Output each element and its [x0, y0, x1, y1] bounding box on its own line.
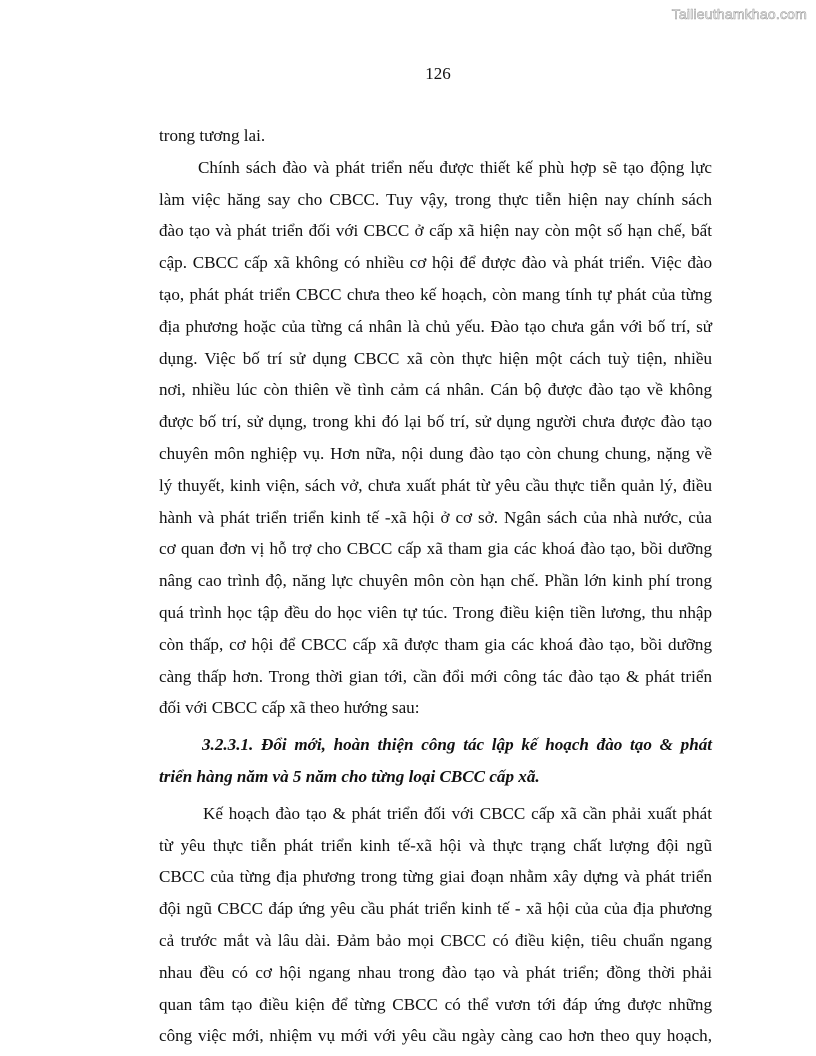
paragraph-training-policy	[159, 152, 712, 724]
text-line: tạo, phát phát triển CBCC chưa theo kế hoạch, còn mang tính tự phát của từng	[159, 284, 712, 304]
text-line: Kế hoạch đào tạo & phát triển đối với CBCC cấp xã cần phải xuất phát	[203, 803, 712, 823]
text-line: Chính sách đào và phát triển nếu được thiết kế phù hợp sẽ tạo động lực	[198, 157, 712, 177]
document-body	[159, 120, 712, 1052]
text-line: CBCC của từng địa phương trong từng giai đoạn nhằm xây dựng và phát triển	[159, 867, 712, 887]
page-number: 126	[425, 64, 451, 83]
text-line: cơ quan đơn vị hỗ trợ cho CBCC cấp xã tham gia các khoá đào tạo, bồi dưỡng	[159, 539, 712, 559]
text-line: cập. CBCC cấp xã không có nhiều cơ hội để được đào và phát triển. Việc đào	[159, 253, 712, 273]
text-line: từ yêu thực tiễn phát triển kinh tế-xã hội và thực trạng chất lượng đội ngũ	[159, 835, 712, 855]
heading-line: triển hàng năm và 5 năm cho từng loại CBCC cấp xã.	[159, 766, 540, 786]
text-line: quan tâm tạo điều kiện để từng CBCC có thể vươn tới đáp ứng được những	[159, 994, 712, 1014]
text-line: cả trước mắt và lâu dài. Đảm bảo mọi CBCC có điều kiện, tiêu chuẩn ngang	[159, 930, 712, 950]
text-line: chuyên môn nghiệp vụ. Hơn nữa, nội dung đào tạo còn chung chung, nặng về	[159, 443, 712, 463]
paragraph-continuation	[159, 120, 712, 152]
watermark: Tailieuthamkhao.com	[671, 6, 807, 22]
text-line: quá trình học tập đều do học viên tự túc. Trong điều kiện tiền lương, thu nhập	[159, 602, 712, 622]
text-line: dụng. Việc bố trí sử dụng CBCC xã còn thực hiện một cách tuỳ tiện, nhiều	[159, 348, 712, 368]
text-line: làm việc hăng say cho CBCC. Tuy vậy, trong thực tiễn hiện nay chính sách	[159, 189, 712, 209]
text-line: đối với CBCC cấp xã theo hướng sau:	[159, 698, 420, 718]
text-line: nâng cao trình độ, năng lực chuyên môn còn hạn chế. Phần lớn kinh phí trong	[159, 571, 712, 591]
text-line: đội ngũ CBCC đáp ứng yêu cầu phát triển kinh tế - xã hội của của địa phương	[159, 899, 712, 919]
text-line: nhau đều có cơ hội ngang nhau trong đào tạo và phát triển; đồng thời phải	[159, 962, 712, 982]
section-heading-3-2-3-1	[159, 729, 712, 793]
text-line: công việc mới, nhiệm vụ mới với yêu cầu ngày càng cao hơn theo quy hoạch,	[159, 1026, 712, 1046]
text-line: còn thấp, cơ hội để CBCC cấp xã được tham gia các khoá đào tạo, bồi dưỡng	[159, 634, 712, 654]
text-line: trong tương lai.	[159, 126, 266, 145]
text-line: nơi, nhiều lúc còn thiên về tình cảm cá nhân. Cán bộ được đào tạo về không	[159, 380, 712, 400]
text-line: càng thấp hơn. Trong thời gian tới, cần đổi mới công tác đào tạo & phát triển	[159, 666, 712, 686]
text-line: được bố trí, sử dụng, trong khi đó lại bố trí, sử dụng người chưa được đào tạo	[159, 412, 712, 432]
paragraph-training-plan	[159, 798, 712, 1052]
heading-line: 3.2.3.1. Đổi mới, hoàn thiện công tác lập kế hoạch đào tạo & phát	[202, 735, 712, 755]
text-line: hành và phát triển triển kinh tế -xã hội ở cơ sở. Ngân sách của nhà nước, của	[159, 507, 712, 527]
text-line: đào tạo và phát triển đối với CBCC ở cấp xã hiện nay còn một số hạn chế, bất	[159, 221, 712, 241]
text-line: địa phương hoặc của từng cá nhân là chủ yếu. Đào tạo chưa gắn với bố trí, sử	[159, 316, 712, 336]
text-line: lý thuyết, kinh viện, sách vở, chưa xuất phát từ yêu cầu thực tiễn quản lý, điều	[159, 475, 712, 495]
